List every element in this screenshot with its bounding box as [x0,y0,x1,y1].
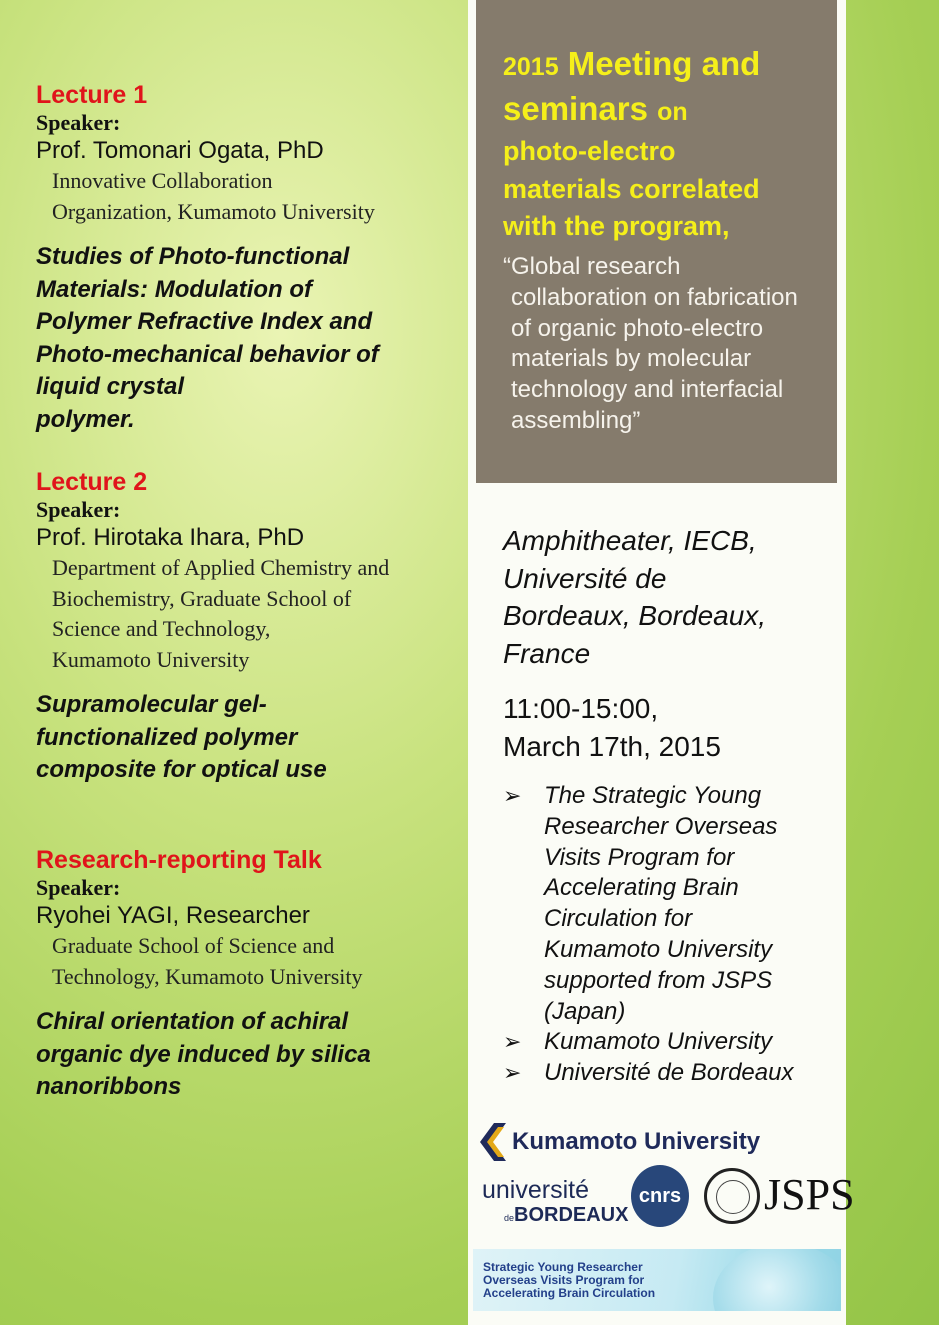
jsps-logo: JSPS [764,1170,855,1219]
talk-title-line: composite for optical use [36,756,327,783]
quote-line: “Global research [503,253,681,280]
speaker-affiliation [36,931,371,992]
speaker-label: Speaker: [36,497,121,522]
lecture-2 [36,467,389,787]
quote-line: materials by molecular [511,345,752,373]
speaker-affiliation [36,166,379,227]
event-title-part: seminars [503,90,648,127]
arrow-bullet-icon: ➢ [503,1029,522,1055]
talk-title-line: organic dye induced by silica [36,1040,371,1068]
supporter-line: The Strategic Young [544,782,762,809]
talk-title-line: Polymer Refractive Index and [36,308,373,335]
supporter-list [503,781,833,1089]
program-banner [473,1249,841,1311]
venue-line: Bordeaux, Bordeaux, [503,600,767,631]
supporter-item [503,781,833,1027]
quote-line: collaboration on fabrication [511,283,798,311]
bordeaux-logo-top: université [482,1176,589,1204]
talk-title-line: Supramolecular gel- [36,691,267,718]
affiliation-line: Science and Technology, [52,616,271,641]
cnrs-logo: cnrs [631,1165,689,1227]
banner-line: Strategic Young Researcher [483,1260,643,1274]
supporter-line: Kumamoto University [544,935,773,963]
lecture-title: Lecture 1 [36,81,148,109]
affiliation-line: Department of Applied Chemistry and [52,555,390,580]
talk-title-line: Chiral orientation of achiral [36,1008,349,1035]
lecture-title: Lecture 2 [36,468,148,496]
globe-icon [713,1249,841,1311]
affiliation-line: Innovative Collaboration [52,168,273,193]
lecture-title: Research-reporting Talk [36,846,322,874]
event-title [503,43,823,246]
talk-title-line: liquid crystal [36,373,185,400]
quote-line: of organic photo-electro [511,314,764,342]
speaker-affiliation [36,553,389,675]
supporter-item [503,1027,833,1058]
affiliation-line: Kumamoto University [52,646,250,672]
supporter-line: Circulation for [544,905,693,933]
event-year: 2015 [503,53,559,81]
talk-title [36,689,389,787]
speaker-label: Speaker: [36,110,121,135]
affiliation-line: Technology, Kumamoto University [52,963,363,989]
talk-title-line: polymer. [36,405,135,433]
bordeaux-logo-name: BORDEAUX [514,1204,629,1226]
affiliation-line: Biochemistry, Graduate School of [52,585,352,611]
lecture-1 [36,80,379,436]
event-time [503,690,823,766]
program-quote [503,252,828,437]
arrow-bullet-icon: ➢ [503,783,522,808]
event-subject-line: photo-electro [503,136,676,166]
bordeaux-logo-de: de [504,1213,515,1223]
affiliation-line: Graduate School of Science and [52,933,335,958]
supporter-line: supported from JSPS [544,966,773,994]
universite-bordeaux-logo [482,1176,629,1230]
event-title-line [503,43,823,88]
quote-line: technology and interfacial [511,376,784,404]
event-title-line [503,88,823,133]
kumamoto-university-logo [480,1120,760,1164]
speaker-name: Prof. Hirotaka Ihara, PhD [36,524,305,551]
banner-text [483,1261,655,1300]
venue-line: Université de [503,562,667,594]
event-title-part: on [657,98,688,126]
bordeaux-logo-bottom [482,1204,629,1229]
talk-title-line: Photo-mechanical behavior of [36,340,379,368]
venue [503,522,823,672]
event-subject-line: with the program, [503,211,730,241]
kumamoto-chevron-icon [480,1123,506,1161]
event-subject-line: materials correlated [503,173,760,204]
talk-title-line: functionalized polymer [36,723,298,751]
banner-line: Accelerating Brain Circulation [483,1286,656,1300]
banner-line: Overseas Visits Program for [483,1273,645,1287]
date-line: March 17th, 2015 [503,731,721,762]
jsps-seal-icon [704,1168,760,1224]
supporter-item [503,1058,833,1089]
talk-title-line: Materials: Modulation of [36,275,312,303]
talk-title [36,241,379,436]
supporter-line: Accelerating Brain [544,874,739,902]
supporter-line: Researcher Overseas [544,812,778,840]
arrow-bullet-icon: ➢ [503,1060,522,1086]
supporter-line: Université de Bordeaux [544,1059,794,1087]
time-line: 11:00-15:00, [503,693,659,724]
affiliation-line: Organization, Kumamoto University [52,198,375,224]
quote-line: assembling” [511,406,641,434]
talk-title-line: Studies of Photo-functional [36,243,350,270]
talk-title [36,1006,371,1104]
supporter-line: Visits Program for [544,843,735,871]
speaker-label: Speaker: [36,875,121,900]
talk-title-line: nanoribbons [36,1073,182,1100]
venue-line: France [503,637,591,669]
supporter-line: Kumamoto University [544,1028,773,1056]
research-talk [36,845,371,1104]
kumamoto-logo-text: Kumamoto University [512,1128,761,1155]
event-title-part: Meeting and [567,45,761,82]
speaker-name: Ryohei YAGI, Researcher [36,902,310,929]
venue-line: Amphitheater, IECB, [503,525,757,556]
supporter-line: (Japan) [544,997,626,1025]
speaker-name: Prof. Tomonari Ogata, PhD [36,137,324,164]
